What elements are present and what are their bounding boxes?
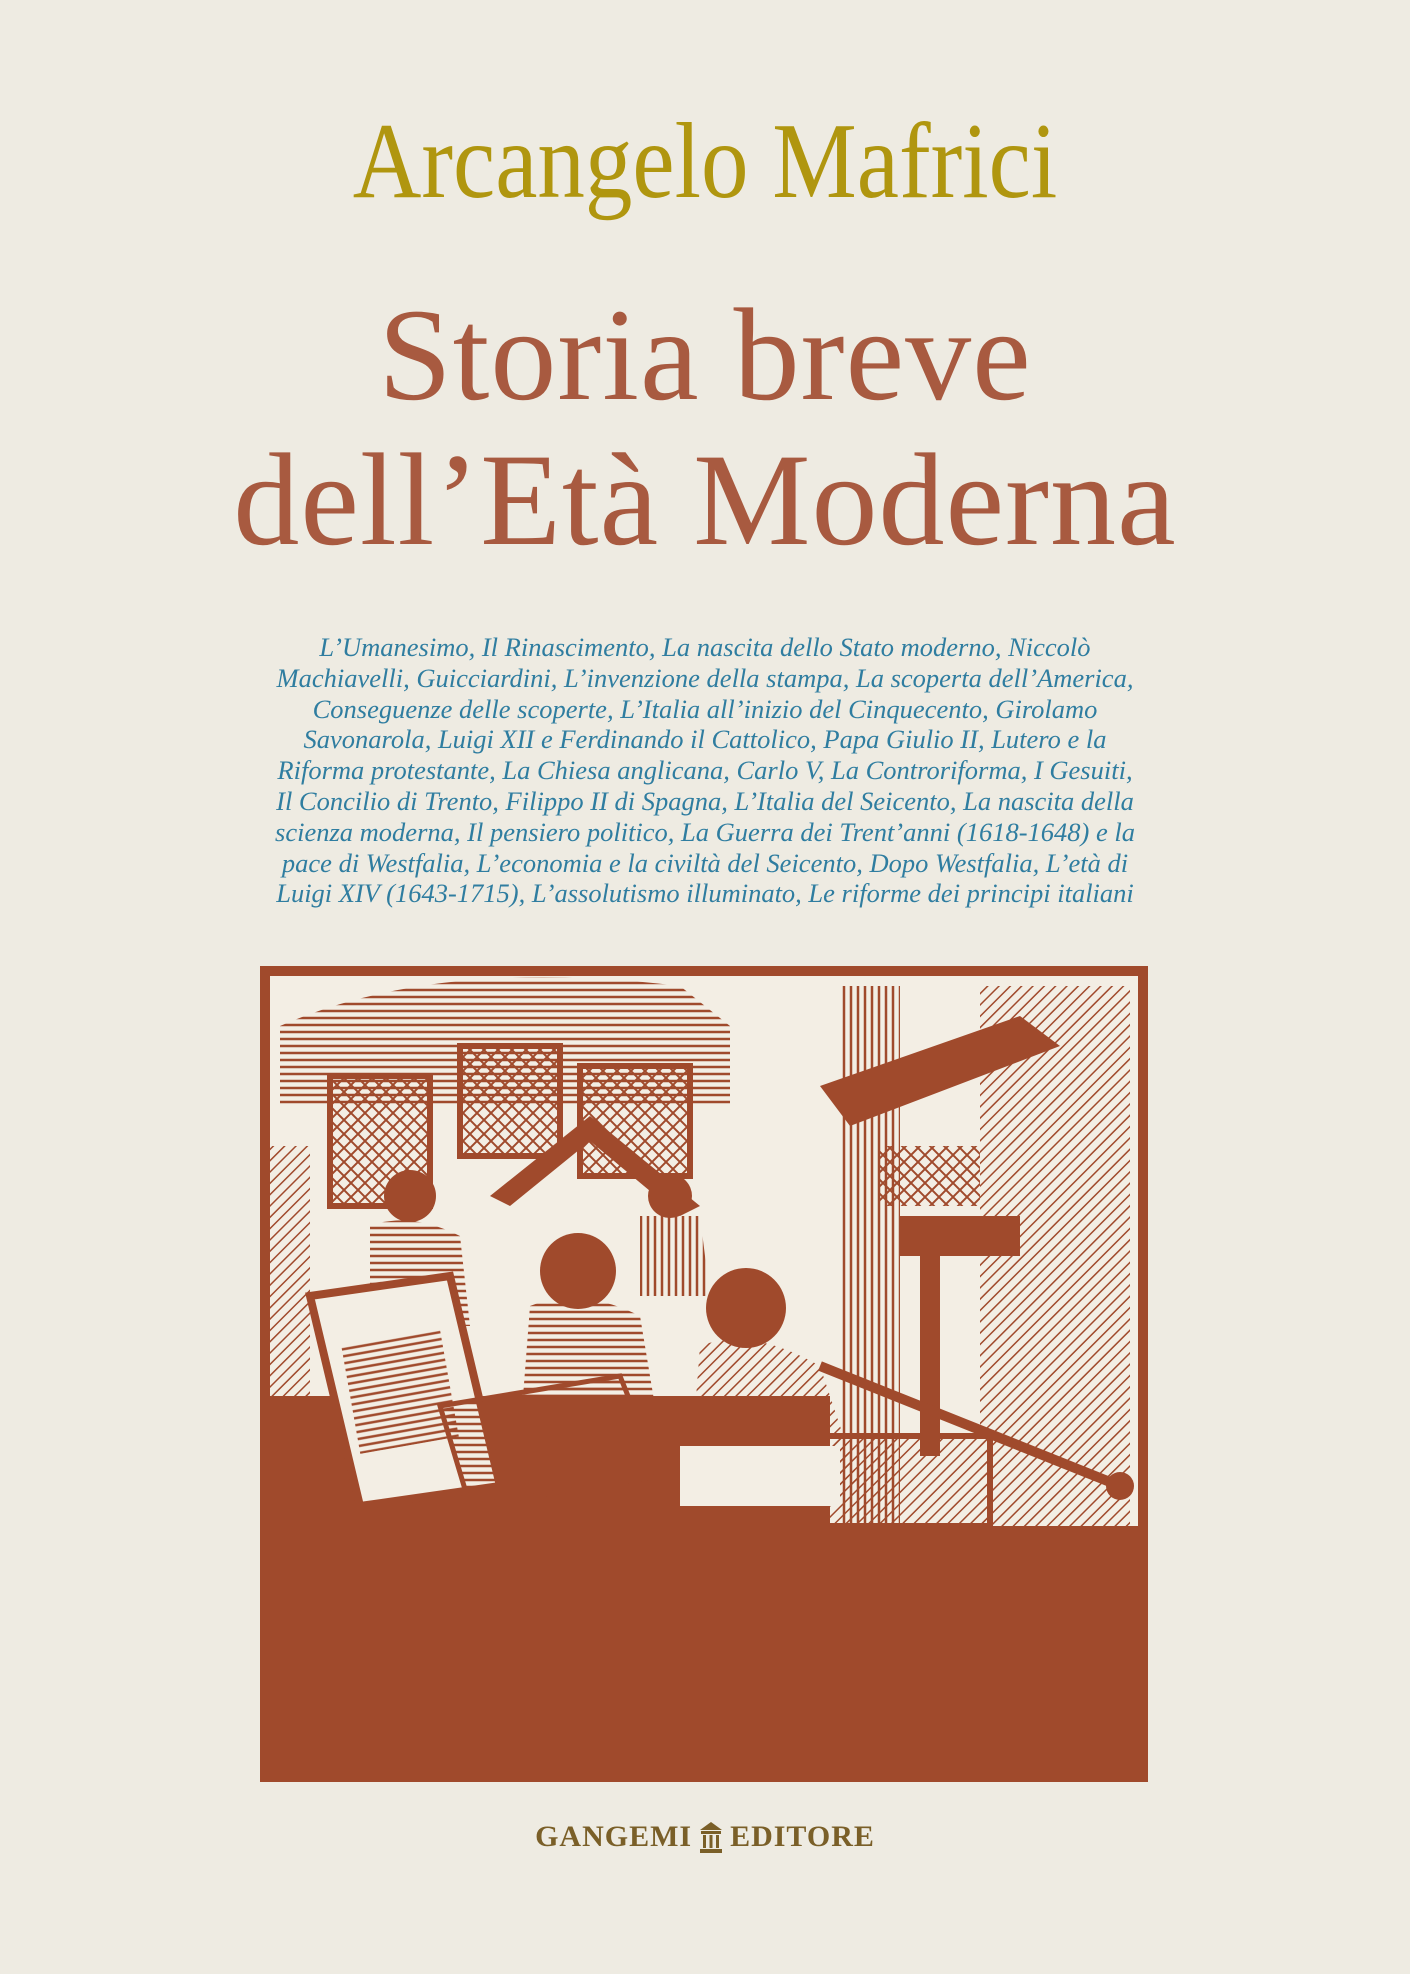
title-line-2: dell’Età Moderna bbox=[233, 426, 1177, 574]
publisher-name-left: GANGEMI bbox=[535, 1820, 693, 1853]
title-line-1: Storia breve bbox=[378, 281, 1032, 428]
subject-line: Machiavelli, Guicciardini, L’invenzione della stampa, La scoperta dell’America, bbox=[276, 662, 1134, 693]
book-title bbox=[0, 282, 1410, 572]
publisher-name-right: EDITORE bbox=[730, 1820, 875, 1853]
publisher-logo bbox=[0, 1817, 1410, 1857]
subject-line: Luigi XIV (1643-1715), L’assolutismo illuminato, Le riforme dei principi italiani bbox=[276, 878, 1134, 909]
subject-list bbox=[150, 632, 1260, 909]
subject-line: pace di Westfalia, L’economia e la civiltà del Seicento, Dopo Westfalia, L’età di bbox=[281, 847, 1129, 878]
subject-line: Il Concilio di Trento, Filippo II di Spagna, L’Italia del Seicento, La nascita della bbox=[276, 785, 1134, 816]
woodcut-illustration bbox=[260, 966, 1148, 1782]
author-name: Arcangelo Mafrici bbox=[352, 102, 1058, 221]
subject-line: L’Umanesimo, Il Rinascimento, La nascita dello Stato moderno, Niccolò bbox=[319, 632, 1091, 662]
subject-line: Savonarola, Luigi XII e Ferdinando il Cattolico, Papa Giulio II, Lutero e la bbox=[303, 724, 1107, 755]
subject-line: Conseguenze delle scoperte, L’Italia all’inizio del Cinquecento, Girolamo bbox=[312, 693, 1098, 724]
subject-line: Riforma protestante, La Chiesa anglicana, Carlo V, La Controriforma, I Gesuiti, bbox=[277, 755, 1133, 786]
temple-logo-icon bbox=[698, 1820, 724, 1854]
subject-line: scienza moderna, Il pensiero politico, La Guerra dei Trent’anni (1618-1648) e la bbox=[275, 816, 1135, 847]
